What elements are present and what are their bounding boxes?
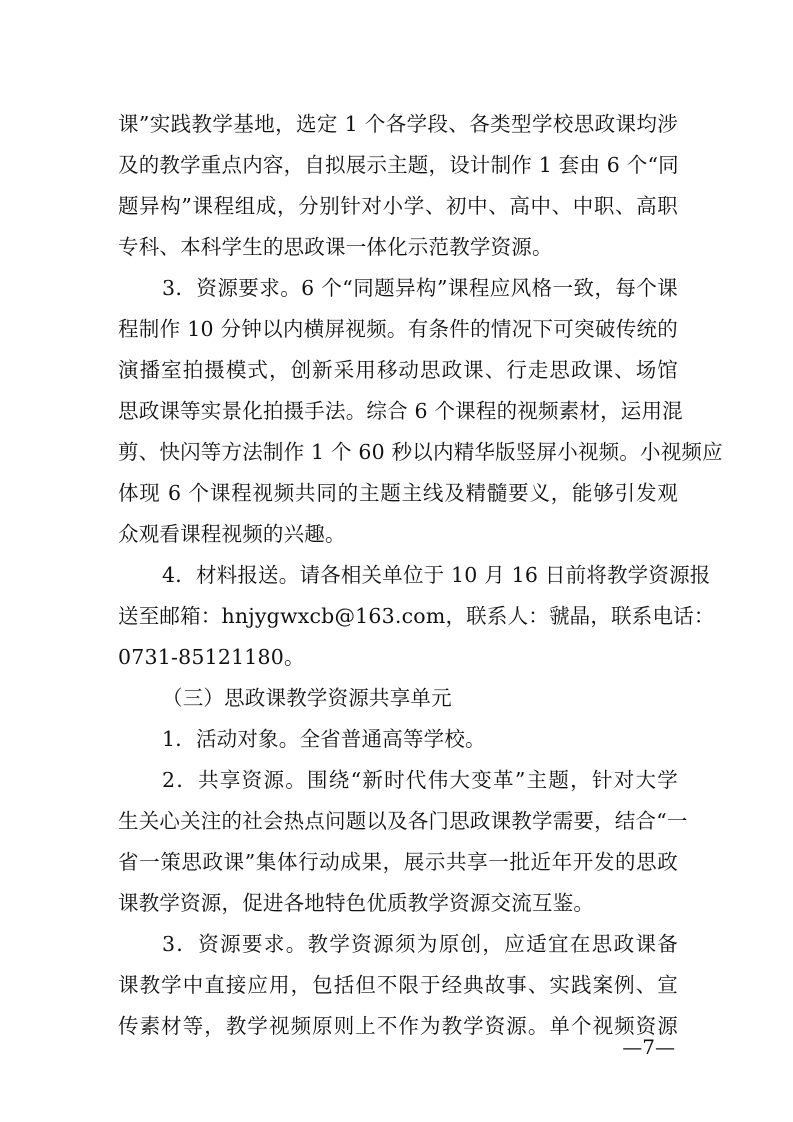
- paragraph-line: 生关心关注的社会热点问题以及各门思政课教学需要，结合“一: [118, 809, 688, 833]
- paragraph-line: 程制作 10 分钟以内横屏视频。有条件的情况下可突破传统的: [118, 317, 678, 341]
- paragraph-line: 课教学中直接应用，包括但不限于经典故事、实践案例、宣: [118, 973, 678, 997]
- paragraph-line: 3．资源要求。教学资源须为原创，应适宜在思政课备: [162, 932, 678, 956]
- paragraph-line: 送至邮箱：hnjygwxcb@163.com，联系人：虢晶，联系电话：: [118, 604, 715, 628]
- paragraph-line: 省一策思政课”集体行动成果，展示共享一批近年开发的思政: [118, 850, 678, 874]
- paragraph-line: 专科、本科学生的思政课一体化示范教学资源。: [118, 235, 553, 259]
- paragraph-line: 4．材料报送。请各相关单位于 10 月 16 日前将教学资源报: [162, 563, 711, 587]
- paragraph-line: 0731-85121180。: [118, 645, 305, 669]
- paragraph-line: 体现 6 个课程视频共同的主题主线及精髓要义，能够引发观: [118, 481, 678, 505]
- paragraph-line: 及的教学重点内容，自拟展示主题，设计制作 1 套由 6 个“同: [118, 153, 679, 177]
- paragraph-line: 传素材等，教学视频原则上不作为教学资源。单个视频资源: [118, 1014, 678, 1038]
- paragraph-line: 1．活动对象。全省普通高等学校。: [162, 727, 486, 751]
- paragraph-line: 演播室拍摄模式，创新采用移动思政课、行走思政课、场馆: [118, 358, 678, 382]
- paragraph-line: 3．资源要求。6 个“同题异构”课程应风格一致，每个课: [162, 276, 678, 300]
- paragraph-line: 众观看课程视频的兴趣。: [118, 522, 346, 546]
- paragraph-line: 剪、快闪等方法制作 1 个 60 秒以内精华版竖屏小视频。小视频应: [118, 440, 723, 464]
- paragraph-line: 课教学资源，促进各地特色优质教学资源交流互鉴。: [118, 891, 595, 915]
- paragraph-line: 思政课等实景化拍摄手法。综合 6 个课程的视频素材，运用混: [118, 399, 683, 423]
- section-heading: （三）思政课教学资源共享单元: [162, 686, 452, 710]
- paragraph-line: 2．共享资源。围绕“新时代伟大变革”主题，针对大学: [162, 768, 678, 792]
- page-number: —7—: [622, 1035, 675, 1059]
- paragraph-line: 题异构”课程组成，分别针对小学、初中、高中、中职、高职: [118, 194, 678, 218]
- paragraph-line: 课”实践教学基地，选定 1 个各学段、各类型学校思政课均涉: [118, 112, 678, 136]
